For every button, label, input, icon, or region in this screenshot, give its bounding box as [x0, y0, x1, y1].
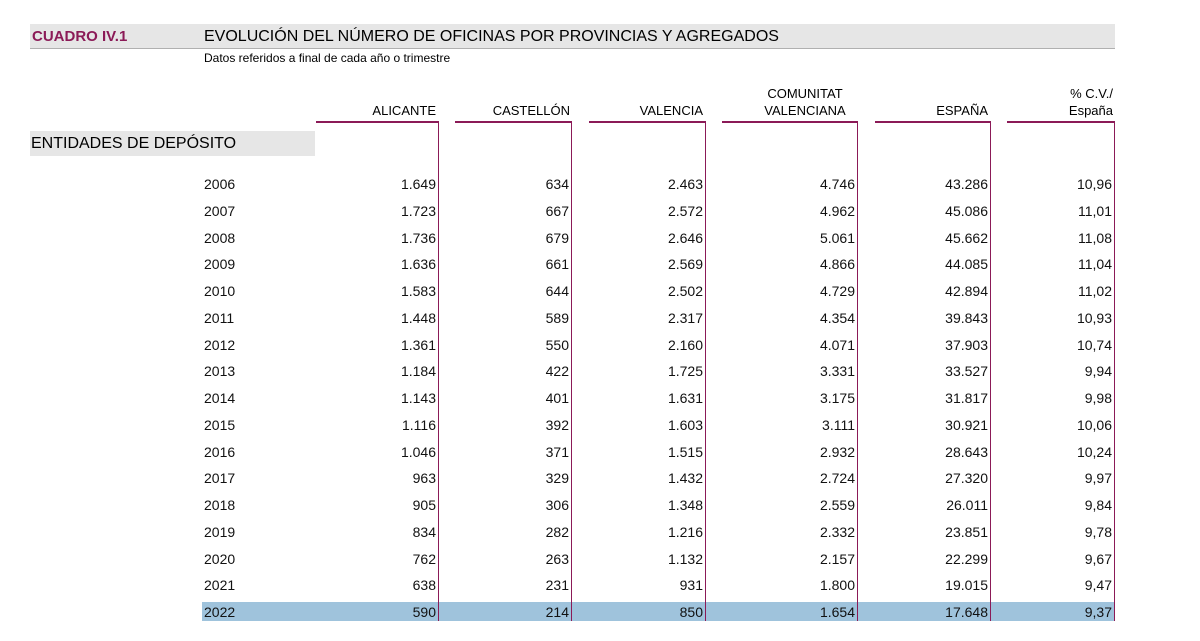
table-cell: 422 — [545, 363, 569, 380]
col-header-espana — [880, 85, 988, 119]
table-cell: 306 — [545, 497, 569, 513]
table-cell: 905 — [412, 497, 436, 513]
table-cell: 9,98 — [1084, 390, 1112, 406]
table-cell: 1.636 — [400, 256, 436, 273]
col-header-comunitat — [730, 85, 880, 119]
col-header-line2: CASTELLÓN — [492, 103, 570, 118]
table-cell: 2.932 — [819, 443, 855, 460]
table-cell: 45.662 — [945, 229, 988, 246]
table-cell: 2.724 — [819, 470, 855, 487]
row-year: 2021 — [204, 577, 236, 594]
row-year: 2011 — [204, 309, 235, 326]
table-cell: 1.725 — [667, 363, 703, 380]
table-cell: 1.132 — [667, 550, 703, 567]
table-cell: 4.354 — [819, 309, 855, 326]
col-header-line2: España — [1068, 103, 1113, 118]
col-header-line1: % C.V./ — [1070, 86, 1113, 101]
column-separator — [438, 121, 439, 621]
table-cell: 9,37 — [1084, 604, 1112, 620]
table-cell: 2.160 — [667, 336, 703, 353]
col-header-line1: COMUNITAT — [767, 86, 843, 101]
row-year: 2022 — [204, 604, 236, 620]
table-cell: 329 — [545, 470, 569, 487]
table-cell: 1.143 — [400, 390, 436, 406]
col-header-line1 — [456, 85, 570, 102]
table-cell: 392 — [545, 416, 569, 433]
table-cell: 42.894 — [945, 283, 988, 299]
header-rule — [1007, 121, 1114, 123]
table-cell: 4.729 — [819, 283, 855, 299]
row-year: 2014 — [204, 390, 236, 406]
table-subtitle: Datos referidos a final de cada año o trimestre — [204, 51, 451, 65]
table-cell: 1.649 — [400, 176, 436, 192]
table-cell: 10,96 — [1076, 176, 1112, 192]
col-header-line2: VALENCIANA — [764, 103, 846, 118]
table-cell: 33.527 — [945, 363, 988, 380]
table-cell: 661 — [545, 256, 569, 273]
table-cell: 11,02 — [1078, 283, 1112, 299]
header-rule — [875, 121, 990, 123]
table-cell: 27.320 — [945, 470, 988, 487]
table-cell: 19.015 — [945, 577, 988, 594]
table-cell: 550 — [545, 336, 569, 353]
table-cell: 282 — [545, 523, 569, 540]
table-cell: 1.631 — [667, 390, 703, 406]
table-cell: 263 — [545, 550, 569, 567]
table-cell: 10,74 — [1076, 336, 1112, 353]
row-year: 2015 — [204, 416, 236, 433]
table-cell: 931 — [679, 577, 703, 594]
table-cell: 2.559 — [819, 497, 855, 513]
table-cell: 9,78 — [1084, 523, 1112, 540]
table-cell: 2.569 — [667, 256, 703, 273]
table-cell: 1.723 — [400, 202, 436, 219]
table-cell: 2.317 — [667, 309, 703, 326]
table-cell: 3.175 — [819, 390, 855, 406]
table-cell: 11,01 — [1078, 202, 1112, 219]
table-cell: 834 — [412, 523, 436, 540]
table-cell: 762 — [412, 550, 436, 567]
table-cell: 9,84 — [1084, 497, 1112, 513]
table-cell: 634 — [545, 176, 569, 192]
column-separator — [1114, 121, 1115, 621]
col-header-pct — [1010, 85, 1113, 119]
row-year: 2012 — [204, 336, 236, 353]
table-cell: 1.515 — [667, 443, 703, 460]
table-cell: 2.572 — [667, 202, 703, 219]
table-cell: 2.502 — [667, 283, 703, 299]
table-cell: 4.962 — [819, 202, 855, 219]
header-rule — [316, 121, 438, 123]
section-label: ENTIDADES DE DEPÓSITO — [31, 135, 237, 152]
table-cell: 10,93 — [1076, 309, 1112, 326]
col-header-line2: VALENCIA — [639, 103, 703, 118]
table-cell: 5.061 — [819, 229, 855, 246]
table-cell: 11,04 — [1078, 256, 1112, 273]
header-rule — [722, 121, 857, 123]
table-cell: 23.851 — [945, 523, 988, 540]
table-cell: 9,97 — [1084, 470, 1112, 487]
table-cell: 1.046 — [400, 443, 436, 460]
table-cell: 17.648 — [945, 604, 988, 620]
table-cell: 26.011 — [946, 497, 988, 513]
table-title: EVOLUCIÓN DEL NÚMERO DE OFICINAS POR PROVINCIAS Y AGREGADOS — [204, 28, 779, 45]
table-cell: 45.086 — [945, 202, 988, 219]
table-cell: 10,06 — [1076, 416, 1112, 433]
header-rule — [589, 121, 705, 123]
table-cell: 4.071 — [819, 336, 855, 353]
row-year: 2010 — [204, 283, 236, 299]
table-cell: 2.157 — [819, 550, 855, 567]
table-cell: 1.603 — [667, 416, 703, 433]
row-year: 2008 — [204, 229, 236, 246]
table-cell: 2.646 — [667, 229, 703, 246]
col-header-line1 — [880, 85, 988, 102]
table-cell: 667 — [545, 202, 569, 219]
table-code: CUADRO IV.1 — [32, 28, 128, 45]
table-cell: 44.085 — [945, 256, 988, 273]
table-cell: 1.348 — [667, 497, 703, 513]
table-cell: 214 — [545, 604, 569, 620]
table-cell: 3.111 — [822, 416, 855, 433]
table-cell: 31.817 — [945, 390, 988, 406]
table-cell: 1.184 — [400, 363, 436, 380]
column-separator — [990, 121, 991, 621]
row-year: 2006 — [204, 176, 236, 192]
row-year: 2020 — [204, 550, 236, 567]
table-cell: 4.866 — [819, 256, 855, 273]
table-cell: 11,08 — [1078, 229, 1112, 246]
table-cell: 9,67 — [1084, 550, 1112, 567]
table-cell: 4.746 — [819, 176, 855, 192]
row-year: 2007 — [204, 202, 236, 219]
col-header-line2: ESPAÑA — [936, 103, 988, 118]
table-cell: 10,24 — [1076, 443, 1112, 460]
table-cell: 2.463 — [667, 176, 703, 192]
table-cell: 1.116 — [402, 416, 436, 433]
table-cell: 638 — [412, 577, 436, 594]
row-year: 2018 — [204, 497, 236, 513]
table-cell: 371 — [545, 443, 569, 460]
col-header-valencia — [590, 85, 703, 119]
table-cell: 1.583 — [400, 283, 436, 299]
table-cell: 2.332 — [819, 523, 855, 540]
table-cell: 231 — [545, 577, 569, 594]
table-cell: 9,94 — [1084, 363, 1112, 380]
header-rule — [455, 121, 571, 123]
column-separator — [705, 121, 706, 621]
table-cell: 30.921 — [945, 416, 988, 433]
table-cell: 401 — [545, 390, 569, 406]
column-separator — [571, 121, 572, 621]
row-year: 2016 — [204, 443, 236, 460]
table-cell: 1.216 — [667, 523, 703, 540]
table-cell: 28.643 — [945, 443, 988, 460]
table-cell: 963 — [412, 470, 436, 487]
table-cell: 1.654 — [819, 604, 855, 620]
col-header-alicante — [320, 85, 436, 119]
table-cell: 850 — [679, 604, 703, 620]
col-header-line2: ALICANTE — [372, 103, 436, 118]
table-cell: 39.843 — [945, 309, 988, 326]
row-year: 2019 — [204, 523, 236, 540]
table-cell: 9,47 — [1084, 577, 1112, 594]
column-separator — [857, 121, 858, 621]
table-cell: 589 — [545, 309, 569, 326]
col-header-line1 — [320, 85, 436, 102]
col-header-castellon — [456, 85, 570, 119]
table-cell: 37.903 — [945, 336, 988, 353]
row-year: 2017 — [204, 470, 236, 487]
table-cell: 1.800 — [819, 577, 855, 594]
table-cell: 1.432 — [667, 470, 703, 487]
table-cell: 1.736 — [400, 229, 436, 246]
row-year: 2009 — [204, 256, 236, 273]
table-cell: 1.448 — [400, 309, 436, 326]
table-cell: 3.331 — [819, 363, 855, 380]
table-cell: 679 — [545, 229, 569, 246]
table-cell: 1.361 — [400, 336, 436, 353]
table-cell: 590 — [412, 604, 436, 620]
table-cell: 644 — [545, 283, 569, 299]
row-year: 2013 — [204, 363, 236, 380]
table-cell: 22.299 — [945, 550, 988, 567]
table-cell: 43.286 — [945, 176, 988, 192]
col-header-line1 — [590, 85, 703, 102]
